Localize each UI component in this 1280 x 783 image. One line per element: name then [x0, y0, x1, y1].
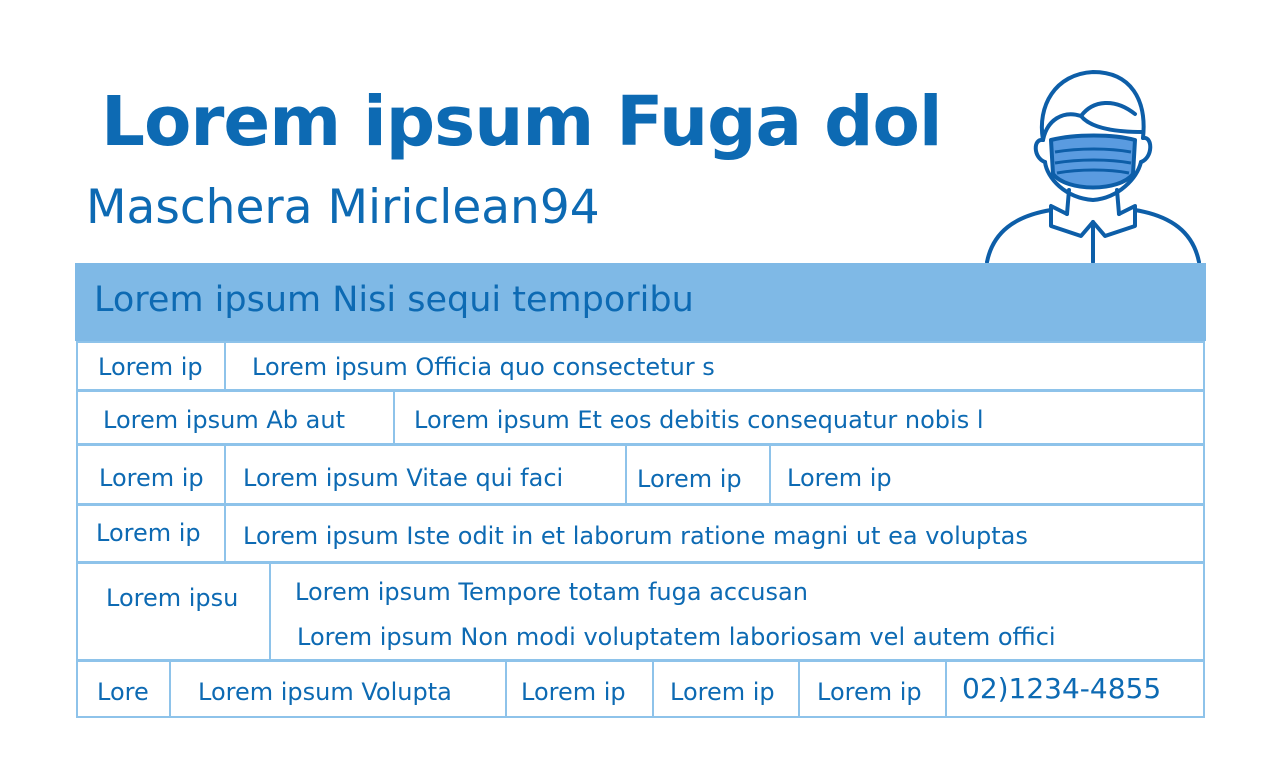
row1-value: Lorem ipsum Officia quo consectetur s — [252, 353, 715, 381]
row5-value-line2: Lorem ipsum Non modi voluptatem laboriosam vel autem offici — [297, 623, 1056, 651]
row2-label: Lorem ipsum Ab aut — [103, 406, 345, 434]
page-subtitle: Maschera Miriclean94 — [86, 180, 600, 235]
row4-label: Lorem ip — [96, 519, 201, 547]
row2-value: Lorem ipsum Et eos debitis consequatur nobis l — [414, 406, 984, 434]
row3-label: Lorem ip — [99, 464, 204, 492]
row6-extra-1: Lorem ip — [521, 678, 626, 706]
card-header — [75, 263, 1206, 341]
row6-extra-3: Lorem ip — [817, 678, 922, 706]
row3-value: Lorem ipsum Vitae qui faci — [243, 464, 564, 492]
card-header-title: Lorem ipsum Nisi sequi temporibu — [94, 280, 694, 320]
page-title: Lorem ipsum Fuga dol — [101, 82, 942, 162]
row5-value-line1: Lorem ipsum Tempore totam fuga accusan — [295, 578, 808, 606]
row6-label: Lore — [97, 678, 149, 706]
masked-person-icon — [985, 66, 1205, 266]
row5-label: Lorem ipsu — [106, 584, 239, 612]
row4-value: Lorem ipsum Iste odit in et laborum ratione magni ut ea voluptas — [243, 522, 1028, 550]
row6-value: Lorem ipsum Volupta — [198, 678, 452, 706]
row1-label: Lorem ip — [98, 353, 203, 381]
row3-extra-2: Lorem ip — [787, 464, 892, 492]
row3-extra-1: Lorem ip — [637, 465, 742, 493]
row6-extra-2: Lorem ip — [670, 678, 775, 706]
phone-number: 02)1234-4855 — [962, 672, 1162, 705]
